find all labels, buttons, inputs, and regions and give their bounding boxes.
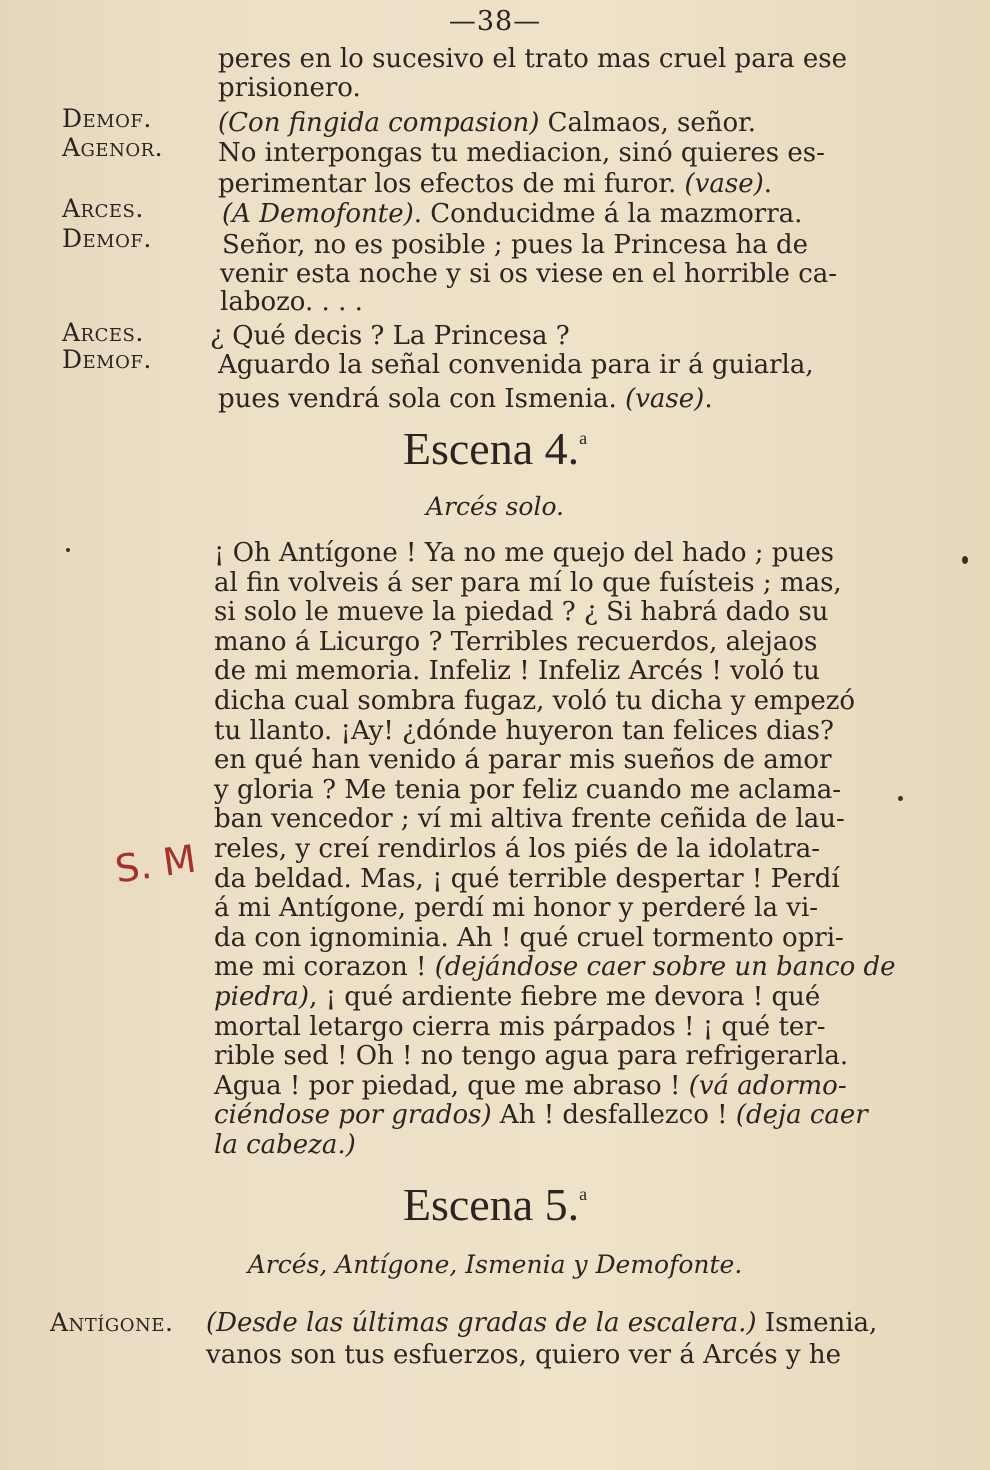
stage-direction: (Desde las últimas gradas de la escalera.) <box>206 1308 757 1338</box>
text-line: peres en lo sucesivo el trato mas cruel para ese <box>218 44 848 74</box>
stage-direction: (vase) <box>625 384 705 414</box>
text-line: venir esta noche y si os viese en el horrible ca- <box>220 259 838 289</box>
scene-title-sup: a <box>579 428 588 448</box>
text-line <box>218 384 713 414</box>
paper-speck <box>962 556 968 564</box>
scene-5-title <box>0 1178 990 1231</box>
text-line: Aguardo la señal convenida para ir á guiarla, <box>218 350 814 380</box>
speaker-demof: Demof. <box>62 224 152 253</box>
text-line: ¿ Qué decis ? La Princesa ? <box>210 321 570 351</box>
text-line: reles, y creí rendirlos á los piés de la idolatra- <box>214 834 821 864</box>
text-line: tu llanto. ¡Ay! ¿dónde huyeron tan felices dias? <box>214 716 834 746</box>
stage-direction: ciéndose por grados) <box>214 1100 492 1130</box>
paper-speck <box>898 796 903 801</box>
text-line: No interpongas tu mediacion, sinó quieres es- <box>218 138 825 168</box>
scene-title-text: Escena 5. <box>402 1179 580 1230</box>
speaker-arces: Arces. <box>62 318 144 347</box>
stage-direction: (vase) <box>684 169 764 199</box>
dialogue-text: me mi corazon ! <box>214 952 435 982</box>
text-line: prisionero. <box>218 73 361 103</box>
stage-direction: (deja caer <box>735 1100 868 1130</box>
text-line <box>214 1071 847 1101</box>
text-line: ban vencedor ; ví mi altiva frente ceñida de lau- <box>214 804 845 834</box>
dialogue-text: , ¡ qué ardiente fiebre me devora ! qué <box>309 982 821 1012</box>
text-line: ¡ Oh Antígone ! Ya no me quejo del hado ; pues <box>214 538 834 568</box>
text-line <box>214 952 896 982</box>
stage-direction: (vá adormo- <box>688 1071 847 1101</box>
speaker-demof: Demof. <box>62 104 152 133</box>
stage-direction: (dejándose caer sobre un banco de <box>434 952 896 982</box>
scene-5-cast: Arcés, Antígone, Ismenia y Demofonte. <box>247 1250 743 1279</box>
speaker-agenor: Agenor. <box>62 133 164 162</box>
text-line: rible sed ! Oh ! no tengo agua para refrigerarla. <box>214 1041 849 1071</box>
text-line: mano á Licurgo ? Terribles recuerdos, alejaos <box>214 627 818 657</box>
text-line: da beldad. Mas, ¡ qué terrible despertar ! Perdí <box>214 864 840 894</box>
dialogue-text: perimentar los efectos de mi furor. <box>218 169 685 199</box>
text-line <box>206 1308 877 1338</box>
speaker-antigone: Antígone. <box>50 1308 174 1337</box>
scene-title-sup: a <box>579 1184 588 1204</box>
dialogue-text: Ismenia, <box>756 1308 878 1338</box>
scene-4-title <box>0 422 990 475</box>
dialogue-text: Agua ! por piedad, que me abraso ! <box>214 1071 689 1101</box>
page-number: —38— <box>448 6 542 37</box>
text-line: si solo le mueve la piedad ? ¿ Si habrá dado su <box>214 597 829 627</box>
speaker-demof: Demof. <box>62 345 152 374</box>
text-line: vanos son tus esfuerzos, quiero ver á Arcés y he <box>206 1340 841 1370</box>
text-line: mortal letargo cierra mis párpados ! ¡ qué ter- <box>214 1012 826 1042</box>
handwritten-margin-note: S. M <box>112 836 199 892</box>
text-line: Señor, no es posible ; pues la Princesa ha de <box>222 230 808 260</box>
text-line: en qué han venido á parar mis sueños de amor <box>214 745 832 775</box>
text-line <box>214 1100 868 1130</box>
dialogue-text: . Conducidme á la mazmorra. <box>413 199 803 229</box>
text-line <box>222 199 802 229</box>
punctuation: . <box>763 169 773 199</box>
stage-direction: la cabeza.) <box>214 1130 356 1160</box>
dialogue-text: pues vendrá sola con Ismenia. <box>218 384 626 414</box>
paper-speck <box>66 548 70 552</box>
text-line: al fin volveis á ser para mí lo que fuísteis ; mas, <box>214 568 842 598</box>
text-line <box>214 982 820 1012</box>
text-line: de mi memoria. Infeliz ! Infeliz Arcés ! voló tu <box>214 656 820 686</box>
speaker-arces: Arces. <box>62 194 144 223</box>
text-line: labozo. . . . <box>220 287 363 317</box>
stage-direction: piedra) <box>214 982 310 1012</box>
text-line: y gloria ? Me tenia por feliz cuando me aclama- <box>214 775 842 805</box>
text-line: da con ignominia. Ah ! qué cruel tormento opri- <box>214 923 844 953</box>
text-line <box>218 169 772 199</box>
text-line <box>214 1130 356 1160</box>
dialogue-text: Ah ! desfallezco ! <box>491 1100 736 1130</box>
scene-title-text: Escena 4. <box>402 423 580 474</box>
text-line: á mi Antígone, perdí mi honor y perderé la vi- <box>214 893 819 923</box>
stage-direction: (Con fingida compasion) <box>218 108 540 138</box>
stage-direction: (A Demofonte) <box>222 199 414 229</box>
dialogue-text: Calmaos, señor. <box>539 108 756 138</box>
scene-4-cast: Arcés solo. <box>425 492 564 521</box>
text-line <box>218 108 756 138</box>
text-line: dicha cual sombra fugaz, voló tu dicha y empezó <box>214 686 856 716</box>
punctuation: . <box>704 384 713 414</box>
